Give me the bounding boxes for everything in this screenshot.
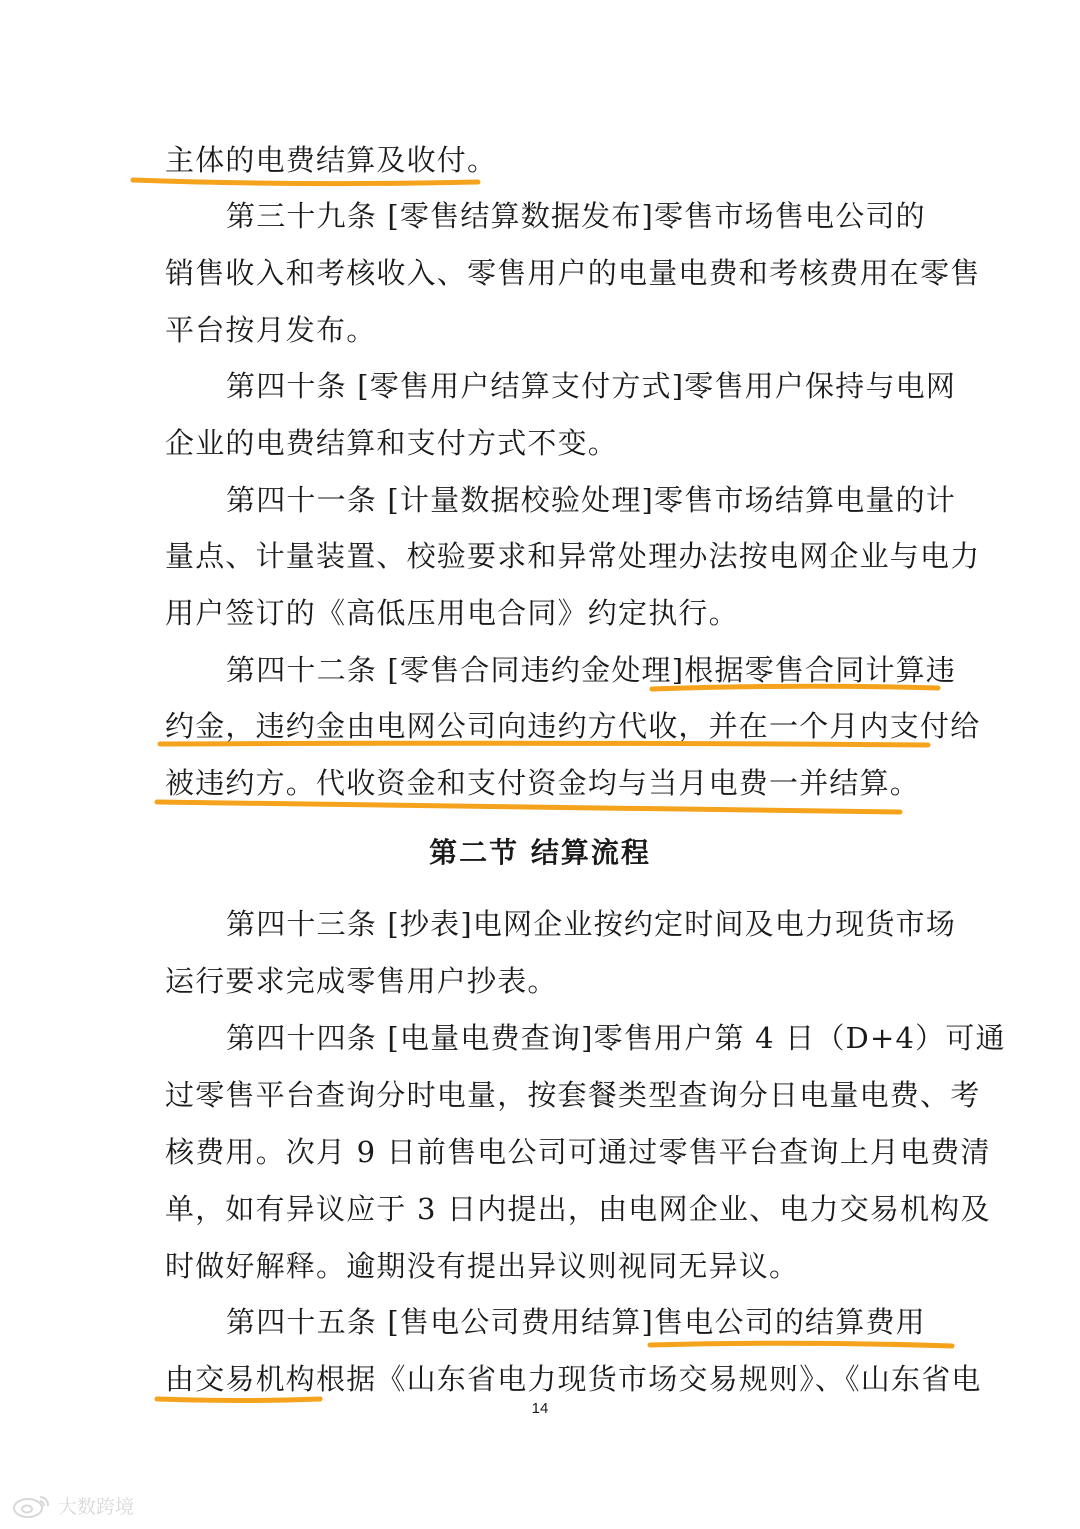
article-39-line: 第三十九条 [零售结算数据发布]零售市场售电公司的 bbox=[226, 199, 926, 233]
watermark bbox=[12, 1492, 134, 1519]
article-43-line: 第四十三条 [抄表]电网企业按约定时间及电力现货市场 bbox=[226, 907, 957, 941]
text-line: 销售收入和考核收入、零售用户的电量电费和考核费用在零售 bbox=[165, 256, 981, 290]
text-line: 量点、计量装置、校验要求和异常处理办法按电网企业与电力 bbox=[165, 539, 981, 573]
article-40-line: 第四十条 [零售用户结算支付方式]零售用户保持与电网 bbox=[226, 369, 957, 403]
watermark-text: 大数跨境 bbox=[58, 1496, 135, 1518]
article-45-line: 第四十五条 [售电公司费用结算]售电公司的结算费用 bbox=[226, 1305, 926, 1339]
underline-mark bbox=[650, 1343, 952, 1346]
section-heading: 第二节 结算流程 bbox=[429, 836, 651, 869]
page-number: 14 bbox=[531, 1400, 549, 1417]
text-line: 企业的电费结算和支付方式不变。 bbox=[165, 426, 619, 460]
text-line: 单，如有异议应于 3 日内提出，由电网企业、电力交易机构及 bbox=[165, 1192, 991, 1226]
text-line: 由交易机构根据《山东省电力现货市场交易规则》、《山东省电 bbox=[165, 1362, 982, 1396]
weibo-logo-icon bbox=[12, 1493, 52, 1519]
text-line: 平台按月发布。 bbox=[165, 313, 377, 347]
underline-mark bbox=[133, 180, 478, 184]
article-41-line: 第四十一条 [计量数据校验处理]零售市场结算电量的计 bbox=[226, 483, 957, 517]
text-line: 用户签订的《高低压用电合同》约定执行。 bbox=[165, 596, 739, 630]
text-line: 被违约方。代收资金和支付资金均与当月电费一并结算。 bbox=[165, 766, 921, 800]
text-line: 运行要求完成零售用户抄表。 bbox=[165, 964, 558, 998]
article-44-line: 第四十四条 [电量电费查询]零售用户第 4 日（D+4）可通 bbox=[226, 1021, 1006, 1055]
text-line: 主体的电费结算及收付。 bbox=[165, 143, 498, 177]
text-line: 时做好解释。逾期没有提出异议则视同无异议。 bbox=[165, 1249, 800, 1283]
text-line: 核费用。次月 9 日前售电公司可通过零售平台查询上月电费清 bbox=[165, 1135, 991, 1169]
text-line: 约金，违约金由电网公司向违约方代收，并在一个月内支付给 bbox=[165, 709, 981, 743]
article-42-line: 第四十二条 [零售合同违约金处理]根据零售合同计算违 bbox=[226, 653, 957, 687]
underline-mark bbox=[157, 802, 900, 812]
text-line: 过零售平台查询分时电量，按套餐类型查询分日电量电费、考 bbox=[165, 1078, 981, 1112]
